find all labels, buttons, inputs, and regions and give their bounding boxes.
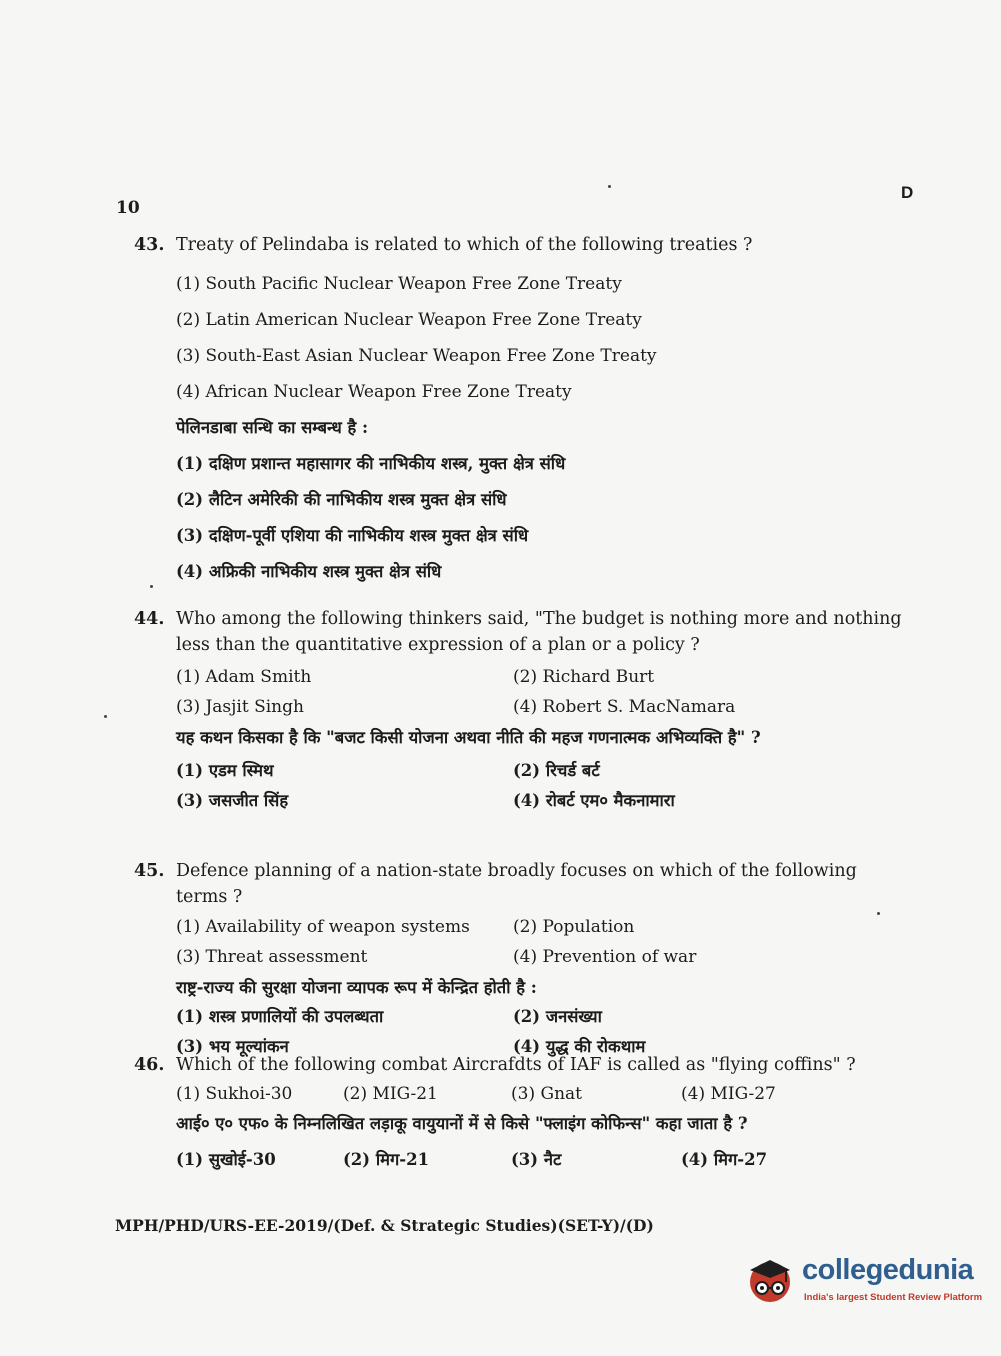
scan-speck	[150, 585, 153, 588]
question-45	[134, 858, 904, 1062]
question-text-en: Who among the following thinkers said, "The budget is nothing more and nothing less than the quantitative expression of a plan or a policy ?	[176, 609, 902, 655]
option-2-en: (2) Latin American Nuclear Weapon Free Zone Treaty	[176, 310, 642, 330]
question-text-hi: राष्ट्र-राज्य की सुरक्षा योजना व्यापक रूप में केन्द्रित होती है :	[176, 978, 537, 997]
question-number: 46.	[134, 1055, 165, 1075]
option-3-hi: (3) जसजीत सिंह	[176, 791, 289, 810]
option-2-en: (2) MIG-21	[343, 1084, 438, 1104]
scan-speck	[104, 715, 107, 718]
option-1-en: (1) Adam Smith	[176, 667, 312, 687]
footer-code: MPH/PHD/URS-EE-2019/(Def. & Strategic Studies)(SET-Y)/(D)	[115, 1216, 654, 1235]
option-3-en: (3) Jasjit Singh	[176, 697, 304, 717]
option-4-hi: (4) युद्ध की रोकथाम	[513, 1037, 646, 1056]
option-4-hi: (4) रोबर्ट एम० मैकनामारा	[513, 791, 675, 810]
set-code: D	[901, 183, 914, 202]
question-43	[134, 232, 904, 590]
question-text-en: Defence planning of a nation-state broadly focuses on which of the following terms ?	[176, 861, 857, 907]
option-2-hi: (2) लैटिन अमेरिकी की नाभिकीय शस्त्र मुक्त क्षेत्र संधि	[176, 490, 507, 509]
scan-speck	[877, 912, 880, 915]
option-4-en: (4) African Nuclear Weapon Free Zone Treaty	[176, 382, 572, 402]
option-1-en: (1) Sukhoi-30	[176, 1084, 293, 1104]
question-number: 43.	[134, 235, 165, 255]
option-3-en: (3) South-East Asian Nuclear Weapon Free Zone Treaty	[176, 346, 657, 366]
logo-tagline: India's largest Student Review Platform	[804, 1292, 983, 1303]
option-2-hi: (2) मिग-21	[343, 1150, 430, 1169]
option-2-hi: (2) जनसंख्या	[513, 1007, 602, 1026]
option-2-en: (2) Richard Burt	[513, 667, 655, 687]
logo-name: collegedunia	[802, 1254, 974, 1286]
option-1-hi: (1) दक्षिण प्रशान्त महासागर की नाभिकीय शस्त्र, मुक्त क्षेत्र संधि	[176, 454, 566, 473]
question-text-en: Which of the following combat Aircrafdts of IAF is called as "flying coffins" ?	[176, 1055, 856, 1075]
option-2-hi: (2) रिचर्ड बर्ट	[513, 761, 600, 780]
question-text-hi: पेलिनडाबा सन्धि का सम्बन्ध है :	[176, 418, 369, 437]
question-text-hi: यह कथन किसका है कि "बजट किसी योजना अथवा नीति की महज गणनात्मक अभिव्यक्ति है" ?	[176, 728, 761, 747]
option-1-hi: (1) एडम स्मिथ	[176, 761, 274, 780]
option-3-en: (3) Threat assessment	[176, 947, 368, 967]
option-4-en: (4) Robert S. MacNamara	[513, 697, 736, 717]
option-1-en: (1) Availability of weapon systems	[176, 917, 470, 937]
page-number: 10	[116, 198, 140, 218]
question-text-hi: आई० ए० एफ० के निम्नलिखित लड़ाकू वायुयानों में से किसे "फ्लाइंग कोफिन्स" कहा जाता है ?	[176, 1114, 748, 1133]
option-4-hi: (4) अफ्रिकी नाभिकीय शस्त्र मुक्त क्षेत्र संधि	[176, 562, 442, 581]
option-3-hi: (3) भय मूल्यांकन	[176, 1037, 289, 1056]
mascot-icon	[742, 1252, 798, 1308]
collegedunia-logo[interactable]	[742, 1248, 983, 1312]
option-3-hi: (3) दक्षिण-पूर्वी एशिया की नाभिकीय शस्त्र मुक्त क्षेत्र संधि	[176, 526, 529, 545]
option-1-hi: (1) सुखोई-30	[176, 1150, 276, 1169]
question-number: 44.	[134, 609, 165, 629]
scan-speck	[608, 185, 611, 188]
option-4-en: (4) Prevention of war	[513, 947, 697, 967]
option-3-en: (3) Gnat	[511, 1084, 582, 1104]
option-3-hi: (3) नैट	[511, 1150, 562, 1169]
option-1-en: (1) South Pacific Nuclear Weapon Free Zone Treaty	[176, 274, 622, 294]
option-2-en: (2) Population	[513, 917, 635, 937]
question-44	[134, 606, 904, 816]
option-1-hi: (1) शस्त्र प्रणालियों की उपलब्धता	[176, 1007, 384, 1026]
option-4-hi: (4) मिग-27	[681, 1150, 768, 1169]
question-number: 45.	[134, 861, 165, 881]
option-4-en: (4) MIG-27	[681, 1084, 776, 1104]
question-text-en: Treaty of Pelindaba is related to which of the following treaties ?	[176, 235, 753, 255]
question-46	[134, 1052, 904, 1176]
